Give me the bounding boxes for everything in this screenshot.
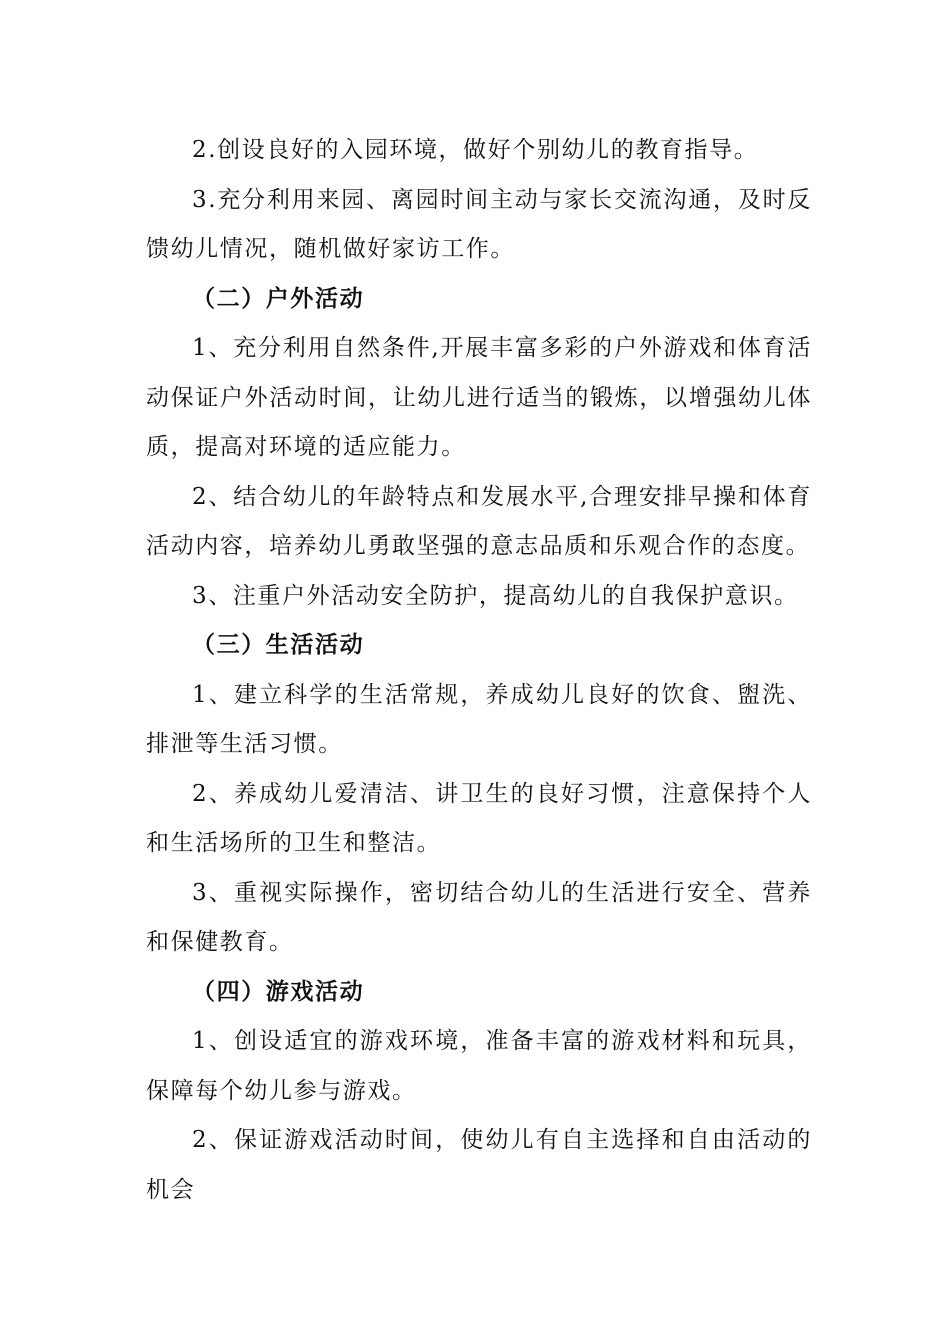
paragraph: 2、保证游戏活动时间，使幼儿有自主选择和自由活动的机会 [146,1127,812,1203]
section-heading: （三）生活活动 [192,632,365,658]
paragraph: 2、养成幼儿爱清洁、讲卫生的良好习惯，注意保持个人和生活场所的卫生和整洁。 [146,780,812,856]
paragraph: 3、注重户外活动安全防护，提高幼儿的自我保护意识。 [192,582,799,609]
paragraph: 2、结合幼儿的年龄特点和发展水平,合理安排早操和体育活动内容，培养幼儿勇敢坚强的意志品质和乐观合作的态度。 [146,483,812,559]
section-heading: （二）户外活动 [192,285,365,312]
paragraph: 3.充分利用来园、离园时间主动与家长交流沟通，及时反馈幼儿情况，随机做好家访工作。 [146,186,812,262]
paragraph: 1、创设适宜的游戏环境，准备丰富的游戏材料和玩具，保障每个幼儿参与游戏。 [146,1028,812,1104]
document-body [146,126,812,1215]
paragraph: 3、重视实际操作，密切结合幼儿的生活进行安全、营养和保健教育。 [146,879,812,955]
section-heading: （四）游戏活动 [192,978,365,1005]
paragraph: 1、建立科学的生活常规，养成幼儿良好的饮食、盥洗、排泄等生活习惯。 [146,681,812,757]
paragraph: 2.创设良好的入园环境，做好个别幼儿的教育指导。 [192,137,759,163]
paragraph: 1、充分利用自然条件,开展丰富多彩的户外游戏和体育活动保证户外活动时间，让幼儿进行适当的锻炼，以增强幼儿体质，提高对环境的适应能力。 [146,335,812,460]
